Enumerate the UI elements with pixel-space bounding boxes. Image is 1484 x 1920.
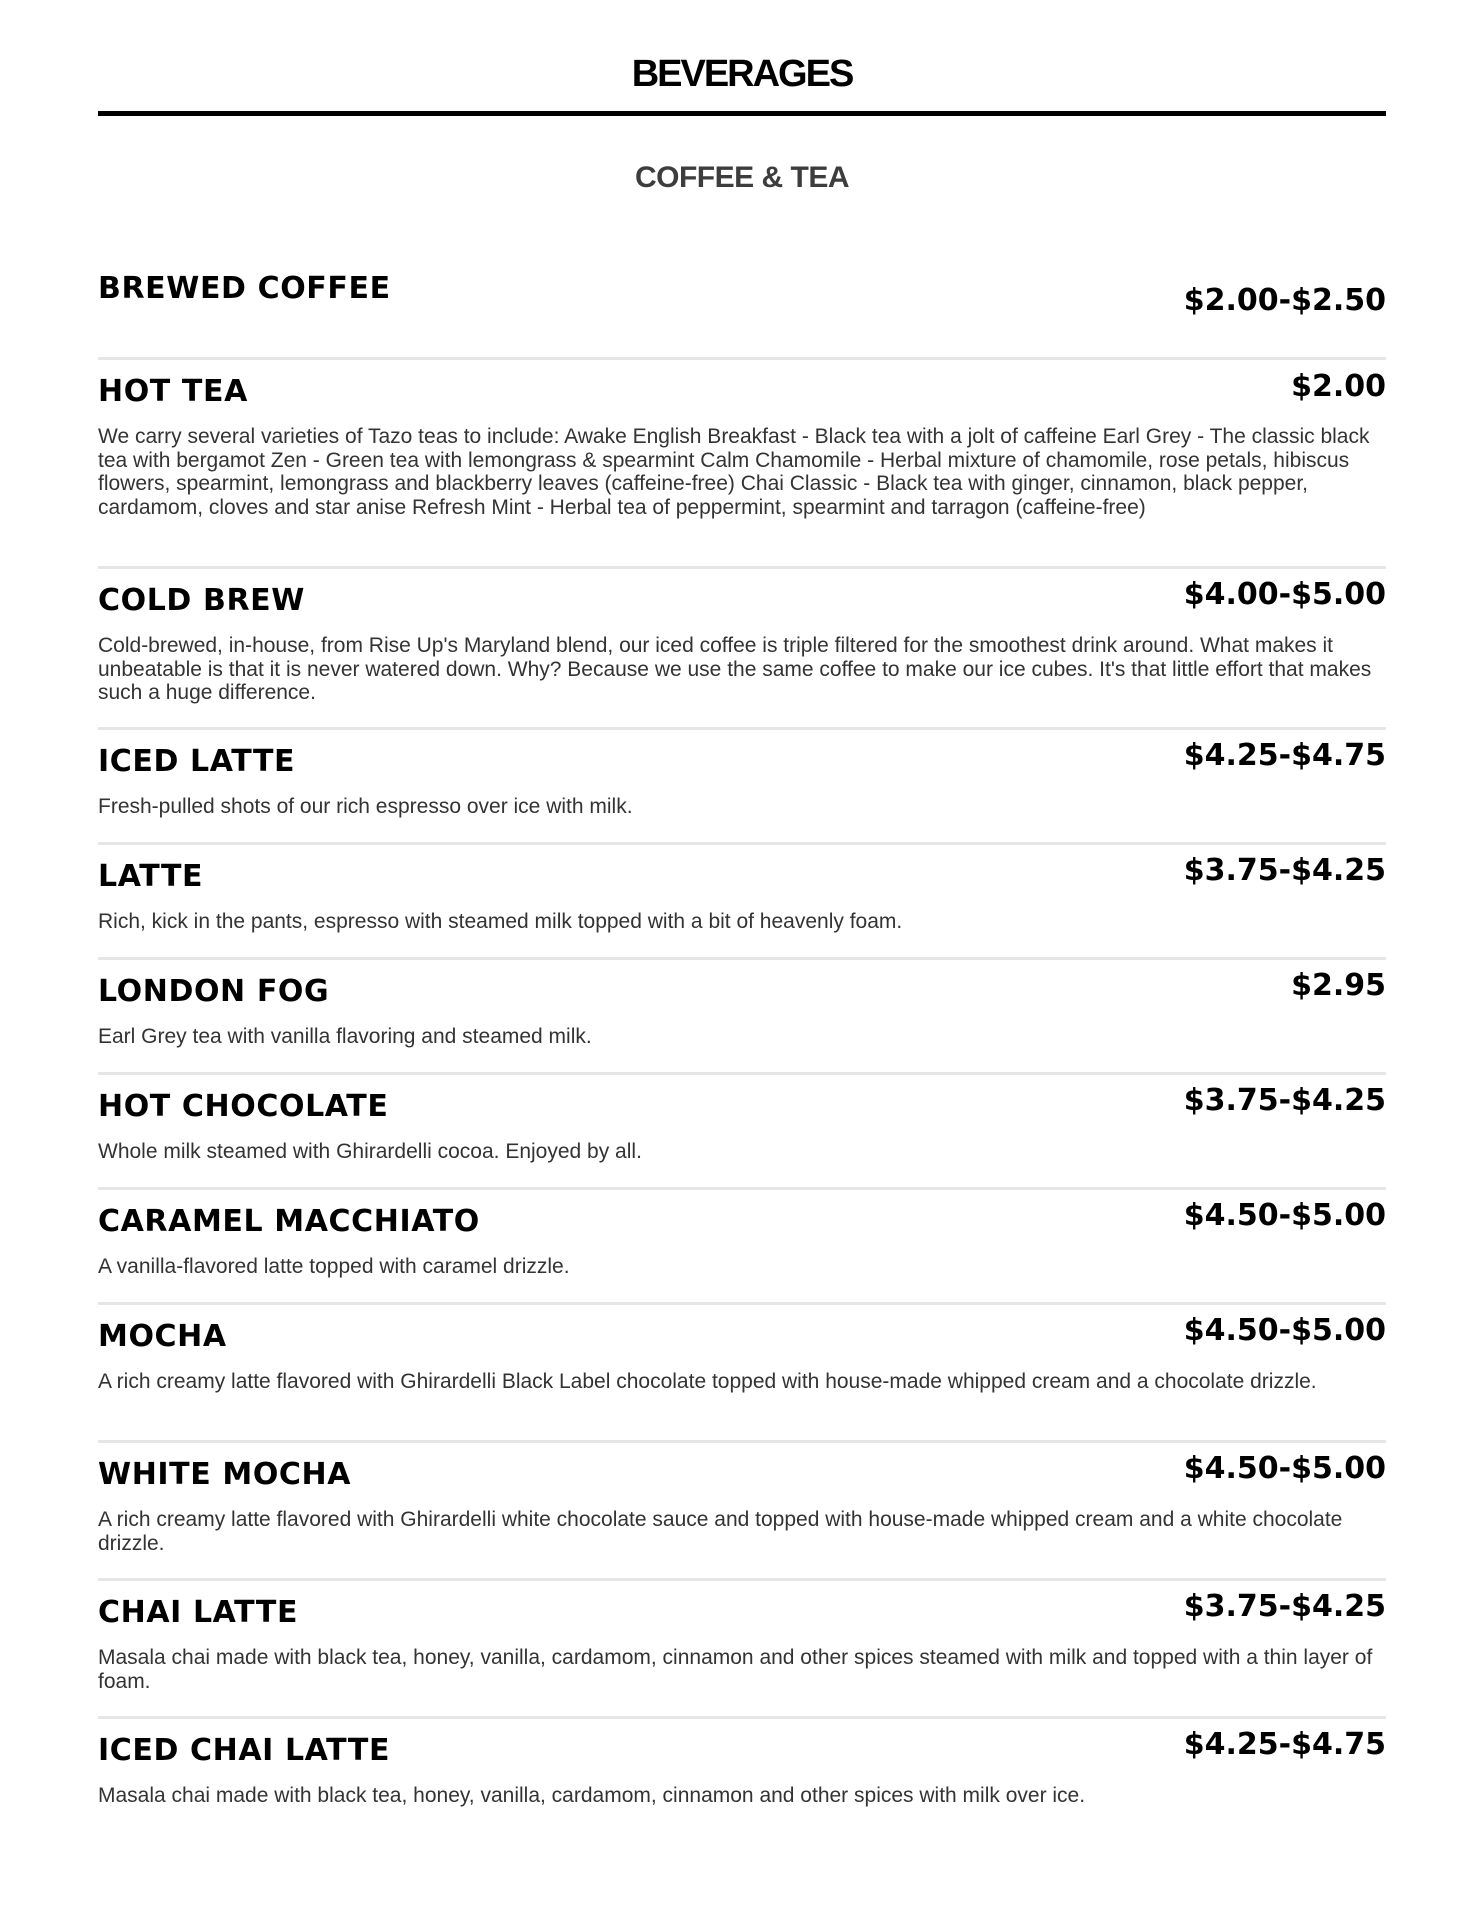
item-divider	[98, 566, 1386, 569]
item-name: CHAI LATTE	[98, 1595, 299, 1630]
item-divider	[98, 1302, 1386, 1305]
item-description: A vanilla-flavored latte topped with caramel drizzle.	[98, 1255, 570, 1278]
item-name: LONDON FOG	[98, 974, 330, 1009]
item-description: Cold-brewed, in-house, from Rise Up's Maryland blend, our iced coffee is triple filtered for the smoothest drink around. What makes it unbeatable is that it is never watered down. Why? Because we use the same coffee to make our ice cubes. It's that little effort that makes such a huge difference.	[98, 634, 1372, 704]
item-description: Masala chai made with black tea, honey, vanilla, cardamom, cinnamon and other spices steamed with milk and topped with a thin layer of foam.	[98, 1646, 1373, 1693]
item-divider	[98, 1578, 1386, 1581]
item-description: Whole milk steamed with Ghirardelli cocoa. Enjoyed by all.	[98, 1140, 642, 1163]
item-price: $4.50-$5.00	[1183, 1198, 1386, 1233]
item-price: $4.25-$4.75	[1183, 1727, 1386, 1762]
item-divider	[98, 727, 1386, 730]
item-divider	[98, 957, 1386, 960]
item-name: MOCHA	[98, 1319, 227, 1354]
item-description: We carry several varieties of Tazo teas to include: Awake English Breakfast - Black tea with a jolt of caffeine Earl Grey - The classic black tea with bergamot Zen - Green tea with lemongrass & spearmint Calm Chamomile - Herbal mixture of chamomile, rose petals, hibiscus flowers, spearmint, lemongrass and blackberry leaves (caffeine-free) Chai Classic - Black tea with ginger, cinnamon, black pepper, cardamom, cloves and star anise Refresh Mint - Herbal tea of peppermint, spearmint and tarragon (caffeine-free)	[98, 425, 1370, 519]
item-price: $4.50-$5.00	[1183, 1451, 1386, 1486]
item-name: ICED CHAI LATTE	[98, 1733, 391, 1768]
item-description: A rich creamy latte flavored with Ghirardelli Black Label chocolate topped with house-made whipped cream and a chocolate drizzle.	[98, 1370, 1317, 1393]
item-divider	[98, 1716, 1386, 1719]
item-divider	[98, 842, 1386, 845]
item-divider	[98, 1072, 1386, 1075]
item-divider	[98, 357, 1386, 360]
item-name: HOT CHOCOLATE	[98, 1089, 389, 1124]
item-name: LATTE	[98, 859, 204, 894]
item-price: $3.75-$4.25	[1183, 1083, 1386, 1118]
item-description: Fresh-pulled shots of our rich espresso over ice with milk.	[98, 795, 633, 818]
item-price: $4.25-$4.75	[1183, 738, 1386, 773]
title-rule	[98, 111, 1386, 116]
item-name: COLD BREW	[98, 583, 305, 618]
item-description: Rich, kick in the pants, espresso with steamed milk topped with a bit of heavenly foam.	[98, 910, 903, 933]
section-title: COFFEE & TEA	[634, 161, 849, 194]
item-price: $3.75-$4.25	[1183, 853, 1386, 888]
item-price: $2.00-$2.50	[1183, 283, 1386, 318]
item-name: HOT TEA	[98, 374, 248, 409]
item-divider	[98, 1187, 1386, 1190]
item-name: CARAMEL MACCHIATO	[98, 1204, 480, 1239]
item-description: A rich creamy latte flavored with Ghirardelli white chocolate sauce and topped with house-made whipped cream and a white chocolate drizzle.	[98, 1508, 1343, 1555]
item-price: $4.50-$5.00	[1183, 1313, 1386, 1348]
item-name: WHITE MOCHA	[98, 1457, 352, 1492]
menu-title: BEVERAGES	[631, 53, 853, 95]
item-price: $3.75-$4.25	[1183, 1589, 1386, 1624]
item-name: ICED LATTE	[98, 744, 296, 779]
item-name: BREWED COFFEE	[98, 271, 391, 306]
item-price: $2.95	[1291, 968, 1386, 1003]
item-divider	[98, 1440, 1386, 1443]
item-description: Masala chai made with black tea, honey, vanilla, cardamom, cinnamon and other spices with milk over ice.	[98, 1784, 1086, 1807]
item-description: Earl Grey tea with vanilla flavoring and steamed milk.	[98, 1025, 592, 1048]
item-price: $4.00-$5.00	[1183, 577, 1386, 612]
item-price: $2.00	[1291, 369, 1386, 404]
